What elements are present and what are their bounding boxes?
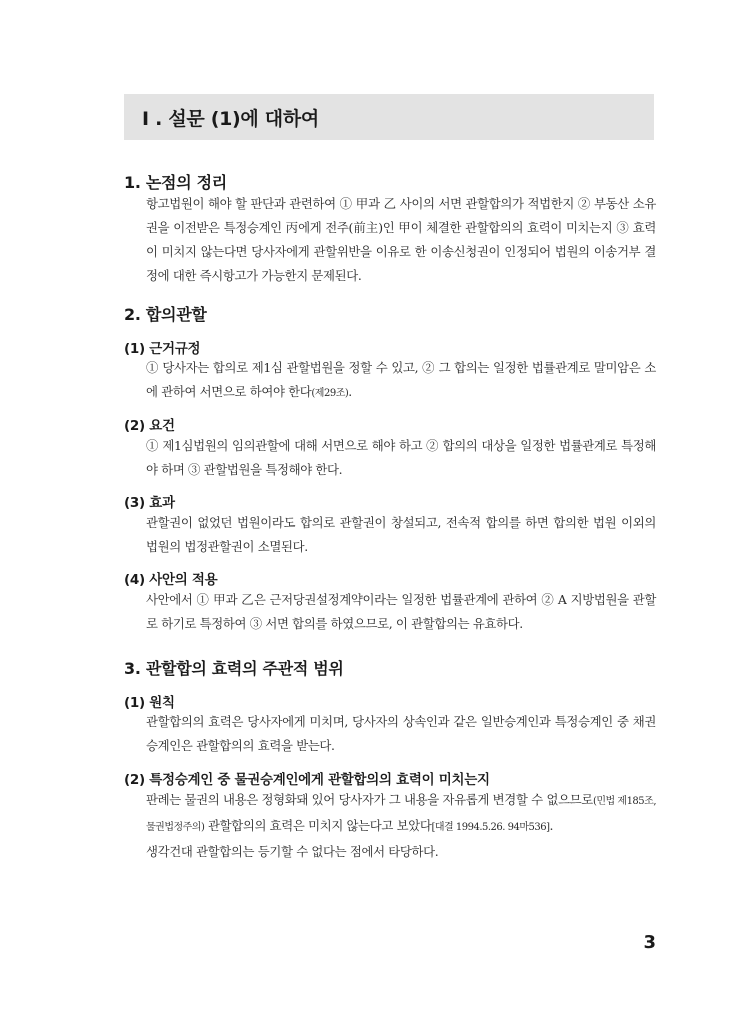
section-1-heading: 1. 논점의 정리 (124, 173, 227, 192)
section-3-2-body (146, 788, 656, 864)
section-3-2-ref-a: (민법 제185조, 물권법정주의) (146, 796, 656, 833)
page-number: 3 (643, 932, 656, 953)
section-2-4-heading: (4) 사안의 적용 (124, 572, 218, 588)
section-2-1-end: . (348, 384, 352, 399)
section-3-2-heading: (2) 특정승계인 중 물권승계인에게 관할합의의 효력이 미치는지 (124, 772, 490, 788)
section-3-heading: 3. 관할합의 효력의 주관적 범위 (124, 659, 344, 678)
section-2-1-heading: (1) 근거규정 (124, 341, 201, 357)
section-3-2-text-a: 판례는 물권의 내용은 정형화돼 있어 당사자가 그 내용을 자유롭게 변경할 수 없으므로 (146, 792, 593, 807)
section-2-2-heading: (2) 요건 (124, 418, 175, 434)
chapter-title-bar (124, 94, 654, 140)
section-2-1-body (146, 356, 656, 406)
section-3-2-text-c: 생각건대 관할합의는 등기할 수 없다는 점에서 타당하다. (146, 844, 439, 859)
section-1-body: 항고법원이 해야 할 판단과 관련하여 ① 甲과 乙 사이의 서면 관할합의가 적법한지 ② 부동산 소유권을 이전받은 특정승계인 丙에게 전주(前主)인 甲이 체결한 관할합의의 효력이 미치는지 ③ 효력이 미치지 않는다면 당사자에게 관할위반을 이유로 한 이송신청권이 인정되어 법원의 이송거부 결정에 대한 즉시항고가 가능한지 문제된다. (146, 196, 656, 283)
section-3-1-heading: (1) 원칙 (124, 695, 175, 711)
section-2-2-body: ① 제1심법원의 임의관할에 대해 서면으로 해야 하고 ② 합의의 대상을 일정한 법률관계로 특정해야 하며 ③ 관할법원을 특정해야 한다. (146, 438, 656, 477)
section-3-2-text-b: 관할합의의 효력은 미치지 않는다고 보았다 (204, 818, 432, 833)
section-3-2-ref-b: [대결 1994.5.26. 94마536] (431, 822, 550, 833)
section-3-1-body: 관할합의의 효력은 당사자에게 미치며, 당사자의 상속인과 같은 일반승계인과 특정승계인 중 채권승계인은 관할합의의 효력을 받는다. (146, 714, 656, 753)
section-2-3-heading: (3) 효과 (124, 495, 175, 511)
section-2-1-ref: (제29조) (311, 388, 349, 399)
section-2-4-body: 사안에서 ① 甲과 乙은 근저당권설정계약이라는 일정한 법률관계에 관하여 ② A 지방법원을 관할로 하기로 특정하여 ③ 서면 합의를 하였으므로, 이 관할합의는 유효하다. (146, 592, 656, 631)
section-3-2-end: . (549, 818, 554, 833)
section-2-1-text: ① 당사자는 합의로 제1심 관할법원을 정할 수 있고, ② 그 합의는 일정한 법률관계로 말미암은 소에 관하여 서면으로 하여야 한다 (146, 360, 656, 399)
chapter-title: I . 설문 (1)에 대하여 (142, 107, 319, 130)
section-2-3-body: 관할권이 없었던 법원이라도 합의로 관할권이 창설되고, 전속적 합의를 하면 합의한 법원 이외의 법원의 법정관할권이 소멸된다. (146, 515, 656, 554)
section-2-heading: 2. 합의관할 (124, 305, 207, 324)
